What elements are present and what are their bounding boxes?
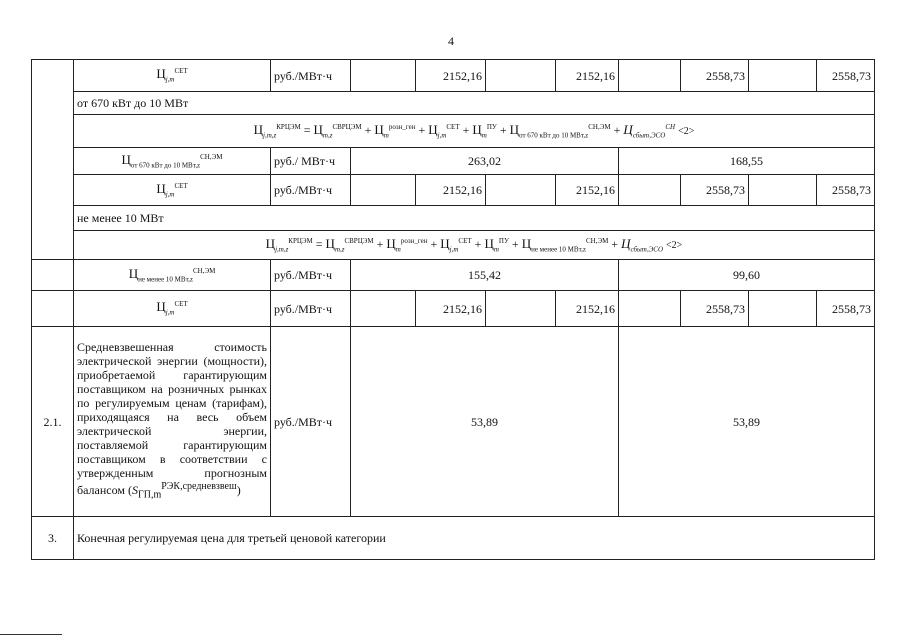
value-cell: 2152,16: [556, 175, 619, 206]
empty-number-cell: [32, 60, 74, 260]
unit-cell: руб./МВт·ч: [271, 327, 351, 517]
row-number: 2.1.: [32, 327, 74, 517]
unit-cell: руб./МВт·ч: [271, 260, 351, 291]
page-number: 4: [448, 34, 454, 48]
value-cell: 168,55: [619, 148, 875, 175]
value-cell: 2558,73: [817, 175, 875, 206]
table-row: [32, 92, 875, 115]
value-cell: 2558,73: [681, 291, 749, 327]
row-description: Средневзвешенная стоимость электрической энергии (мощности), приобретаемой гарантирующим поставщиком на розничных рынках по регулируемым ценам (тарифам), приходящаяся на весь объем электрической энергии, поставляемой гарантирующим поставщиком в соответствии с утвержденным прогнозным балансом $(S_{ГП,m}^{РЭК,средневзвеш})$: [74, 327, 271, 517]
unit-cell: руб./МВт·ч: [271, 291, 351, 327]
c-set-label: $Ц_{j,m}^{СЕТ}$: [74, 291, 271, 327]
unit-cell: руб./МВт·ч: [271, 60, 351, 92]
table-row: [32, 291, 875, 327]
table-row: [32, 260, 875, 291]
section-label: от 670 кВт до 10 МВт: [74, 92, 875, 115]
c-snem-10-label: $Ц_{не менее 10 МВт,z}^{СН,ЭМ}$: [74, 260, 271, 291]
table-row: [32, 517, 875, 560]
c-snem-670-label: $Ц_{от 670 кВт до 10 МВт,z}^{СН,ЭМ}$: [74, 148, 271, 175]
section-title: Конечная регулируемая цена для третьей ценовой категории: [74, 517, 875, 560]
value-cell: 2152,16: [556, 60, 619, 92]
table-row: [32, 60, 875, 92]
table-row: [32, 206, 875, 231]
value-cell: 53,89: [351, 327, 619, 517]
value-cell: 2558,73: [817, 291, 875, 327]
value-cell: 2152,16: [556, 291, 619, 327]
value-cell: 155,42: [351, 260, 619, 291]
formula-10: $Ц_{j,m,z}^{КРЦЭМ} = Ц_{m,z}^{СВРЦЭМ} + Ц_m^{розн\_ген} + Ц_{j,m}^{СЕТ} + Ц_m^{ПУ} + Ц_{не менее 10 МВт,z}^{СН,ЭМ} + Ц_{сбыт,ЭСО} <2>$: [74, 231, 875, 260]
unit-cell: руб./МВт·ч: [271, 175, 351, 206]
table-row: [32, 148, 875, 175]
table-row: [32, 175, 875, 206]
c-set-label: $Ц_{j,m}^{СЕТ}$: [74, 175, 271, 206]
value-cell: 2152,16: [416, 175, 486, 206]
value-cell: 2558,73: [681, 175, 749, 206]
value-cell: 263,02: [351, 148, 619, 175]
formula-670: $Ц_{j,m,z}^{КРЦЭМ} = Ц_{m,z}^{СВРЦЭМ} + Ц_m^{розн\_ген} + Ц_{j,m}^{СЕТ} + Ц_m^{ПУ} + Ц_{от 670 кВт до 10 МВт,z}^{СН,ЭМ} + Ц_{сбыт,ЭСО}^{СН} <2>$: [74, 115, 875, 148]
value-cell: 2152,16: [416, 60, 486, 92]
unit-cell: руб./ МВт·ч: [271, 148, 351, 175]
section-label: не менее 10 МВт: [74, 206, 875, 231]
value-cell: 2558,73: [681, 60, 749, 92]
value-cell: 2152,16: [416, 291, 486, 327]
page-edge-line: [0, 634, 62, 635]
table-row: [32, 115, 875, 148]
value-cell: 99,60: [619, 260, 875, 291]
value-cell: 2558,73: [817, 60, 875, 92]
row-number: 3.: [32, 517, 74, 560]
value-cell: 53,89: [619, 327, 875, 517]
c-set-label: $Ц_{j,m}^{СЕТ}$: [74, 60, 271, 92]
tariff-table: [31, 59, 875, 560]
table-row: [32, 231, 875, 260]
table-row: [32, 327, 875, 517]
